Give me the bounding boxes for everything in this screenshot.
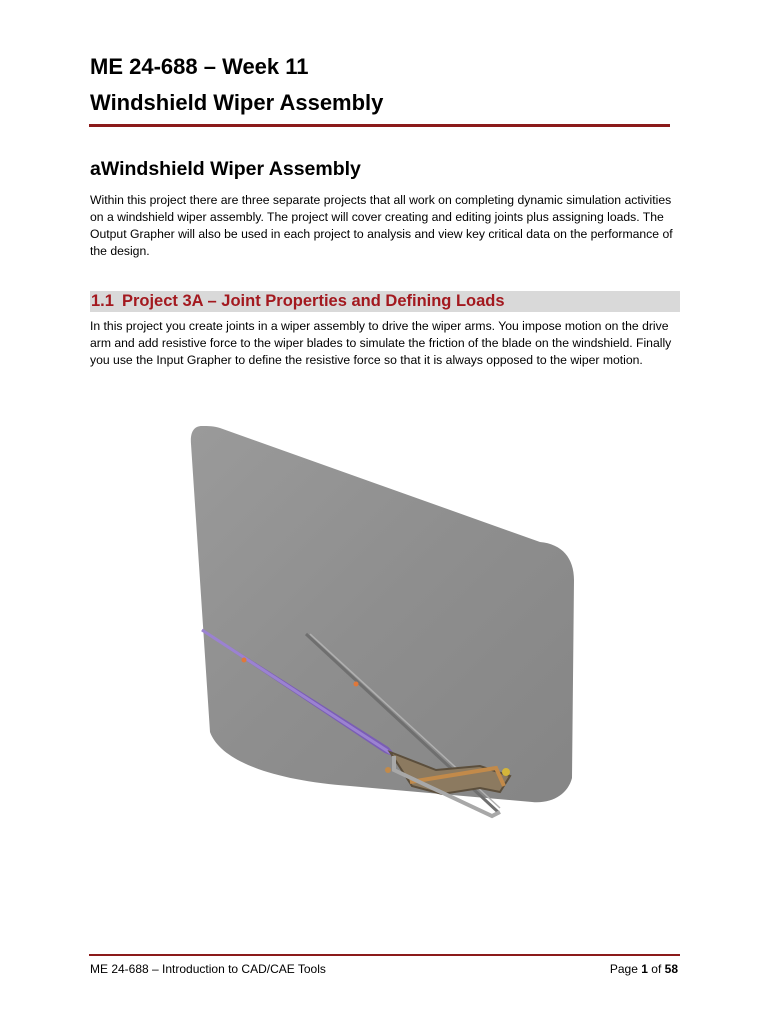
header-divider: [89, 124, 670, 127]
wiper-assembly-figure: [180, 420, 580, 820]
subsection-heading: [91, 291, 505, 312]
subsection-title: Project 3A – Joint Properties and Defining Loads: [121, 292, 505, 310]
footer-page-number: Page 1 of 58: [609, 962, 678, 976]
subsection-number: 1.1: [91, 292, 114, 310]
footer-divider: [89, 954, 680, 956]
header-title: ME 24-688 – Week 11: [90, 54, 309, 79]
section-paragraph: Within this project there are three separate projects that all work on completing dynamic simulation activities on a windshield wiper assembly. The project will cover creating and editing joints plus assigning loads. The Output Grapher will also be used in each project to analysis and view key critical data on the performance of the design.: [90, 193, 673, 258]
header-subtitle: Windshield Wiper Assembly: [90, 90, 384, 115]
subsection-paragraph: In this project you create joints in a wiper assembly to drive the wiper arms. You impose motion on the drive arm and add resistive force to the wiper blades to simulate the friction of the blade on the windshield. Finally you use the Input Grapher to define the resistive force so that it is always opposed to the wiper motion.: [90, 319, 672, 367]
section-heading: aWindshield Wiper Assembly: [90, 158, 361, 180]
footer-course: ME 24-688 – Introduction to CAD/CAE Tools: [90, 962, 326, 976]
